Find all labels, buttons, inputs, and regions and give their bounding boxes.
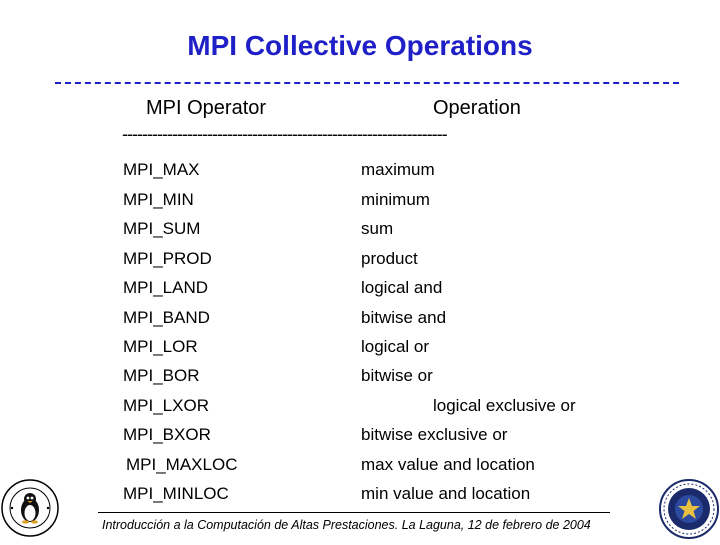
- slide-title: MPI Collective Operations: [187, 30, 533, 61]
- header-operation: Operation: [433, 97, 521, 119]
- operation-desc: bitwise or: [361, 366, 433, 385]
- footer-text: Introducción a la Computación de Altas Prestaciones. La Laguna, 12 de febrero de 2004: [102, 518, 591, 532]
- operator-name: MPI_MAX: [123, 160, 200, 179]
- operation-desc: bitwise exclusive or: [361, 425, 508, 444]
- table-row: [0, 190, 720, 216]
- operation-desc: product: [361, 249, 418, 268]
- operator-name: MPI_BOR: [123, 366, 200, 385]
- table-row: [0, 396, 720, 422]
- header-mpi-operator: MPI Operator: [146, 97, 267, 119]
- table-row: [0, 249, 720, 275]
- operation-desc: bitwise and: [361, 308, 447, 327]
- footer-divider: [98, 512, 610, 513]
- table-row: [0, 160, 720, 186]
- operator-name: MPI_PROD: [123, 249, 212, 268]
- table-row: [0, 337, 720, 363]
- operation-desc: maximum: [361, 160, 435, 179]
- operator-name: MPI_SUM: [123, 219, 201, 238]
- table-row: [0, 366, 720, 392]
- operation-desc: sum: [361, 219, 394, 238]
- operator-name: MPI_MAXLOC: [126, 455, 238, 474]
- linux-penguin-seal-icon: [0, 478, 60, 538]
- operator-name: MPI_LXOR: [123, 396, 209, 415]
- operator-name: MPI_BAND: [123, 308, 210, 327]
- table-row: [0, 219, 720, 245]
- operator-name: MPI_BXOR: [123, 425, 211, 444]
- operation-desc: min value and location: [361, 484, 531, 503]
- operator-name: MPI_MINLOC: [123, 484, 229, 503]
- operator-name: MPI_LOR: [123, 337, 198, 356]
- title-divider: [55, 82, 679, 84]
- operation-desc: logical or: [361, 337, 430, 356]
- operation-desc: logical and: [361, 278, 443, 297]
- operation-desc: minimum: [361, 190, 430, 209]
- table-row: [0, 455, 720, 481]
- table-row: [0, 308, 720, 334]
- operator-name: MPI_LAND: [123, 278, 209, 297]
- operation-desc: max value and location: [361, 455, 535, 474]
- university-seal-icon: [658, 478, 720, 540]
- table-row: [0, 484, 720, 510]
- operator-name: MPI_MIN: [123, 190, 194, 209]
- operation-desc: logical exclusive or: [433, 396, 576, 415]
- header-separator: -----------------------------------------------------------------: [122, 124, 447, 144]
- table-row: [0, 278, 720, 304]
- table-row: [0, 425, 720, 451]
